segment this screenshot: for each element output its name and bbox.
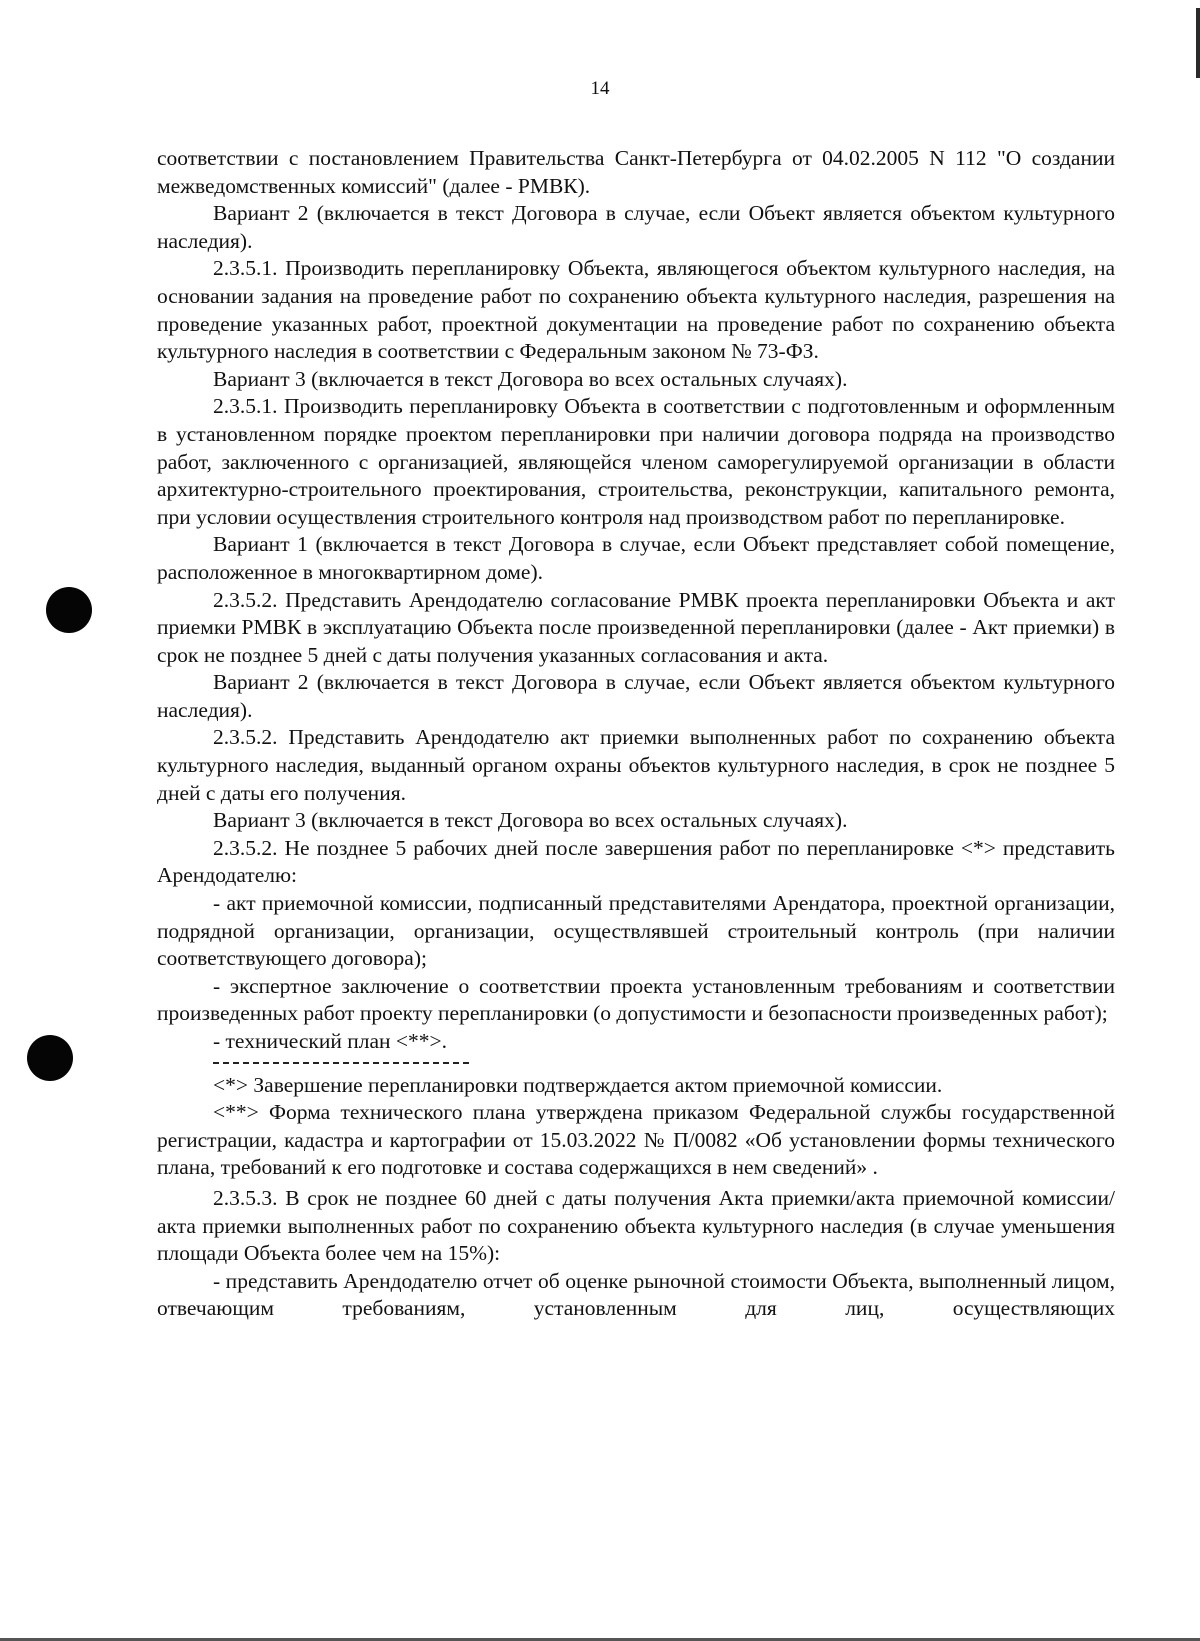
footnote-1: <*> Завершение перепланировки подтверждается актом приемочной комиссии. — [213, 1072, 943, 1097]
page-number: 14 — [590, 78, 610, 99]
paragraph-clause-2-3-5-1-variant-3: 2.3.5.1. Производить перепланировку Объекта в соответствии с подготовленным и оформленным в установленном порядке проектом перепланировки при наличии договора подряда на производство работ, заключенного с организацией, являющейся членом саморегулируемой организации в области архитектурно-строительного проектирования, строительства, реконструкции, капитального ремонта, при условии осуществления строительного контроля над производством работ по перепланировке. — [157, 394, 1115, 529]
paragraph-variant-2-heading-second: Вариант 2 (включается в текст Договора в случае, если Объект является объектом культурного наследия). — [157, 670, 1115, 722]
punch-hole-top — [46, 587, 92, 633]
paragraph-continuation: соответствии с постановлением Правительства Санкт-Петербурга от 04.02.2005 N 112 "О создании межведомственных комиссий" (далее - РМВК). — [157, 146, 1115, 198]
document-body — [157, 145, 1115, 1323]
paragraph-clause-2-3-5-1-variant-2: 2.3.5.1. Производить перепланировку Объекта, являющегося объектом культурного наследия, на основании задания на проведение работ по сохранению объекта культурного наследия, разрешения на проведение указанных работ, проектной документации на проведение работ по сохранению объекта культурного наследия в соответствии с Федеральным законом № 73-ФЗ. — [157, 256, 1115, 364]
punch-hole-bottom — [27, 1035, 73, 1081]
paragraph-clause-2-3-5-2-variant-1: 2.3.5.2. Представить Арендодателю согласование РМВК проекта перепланировки Объекта и акт приемки РМВК в эксплуатацию Объекта после произведенной перепланировки (далее - Акт приемки) в срок не позднее 5 дней с даты получения указанных согласования и акта. — [157, 587, 1115, 667]
paragraph-variant-2-heading: Вариант 2 (включается в текст Договора в случае, если Объект является объектом культурного наследия). — [157, 201, 1115, 253]
list-item-valuation-report: - представить Арендодателю отчет об оценке рыночной стоимости Объекта, выполненный лицом, отвечающим требованиям, установленным для лиц, осуществляющих — [157, 1268, 1115, 1321]
footnote-2: <**> Форма технического плана утверждена приказом Федеральной службы государственной регистрации, кадастра и картографии от 15.03.2022 № П/0082 «Об установлении формы технического плана, требований к его подготовке и состава содержащихся в нем сведений» . — [157, 1100, 1115, 1180]
footnote-separator — [213, 1062, 469, 1064]
paragraph-variant-3-heading-second: Вариант 3 (включается в текст Договора во всех остальных случаях). — [213, 808, 848, 833]
list-item-expert-conclusion: - экспертное заключение о соответствии проекта установленным требованиям и соответствии произведенных работ проекту перепланировки (о допустимости и безопасности произведенных работ); — [157, 973, 1115, 1026]
paragraph-clause-2-3-5-2-variant-2: 2.3.5.2. Представить Арендодателю акт приемки выполненных работ по сохранению объекта культурного наследия, выданный органом охраны объектов культурного наследия, в срок не позднее 5 дней с даты его получения. — [157, 725, 1115, 805]
paragraph-clause-2-3-5-3: 2.3.5.3. В срок не позднее 60 дней с даты получения Акта приемки/акта приемочной комиссии/акта приемки выполненных работ по сохранению объекта культурного наследия (в случае уменьшения площади Объекта более чем на 15%): — [157, 1185, 1115, 1266]
scan-edge-mark — [1196, 8, 1200, 78]
paragraph-variant-3-heading: Вариант 3 (включается в текст Договора во всех остальных случаях). — [213, 366, 848, 391]
paragraph-variant-1-heading: Вариант 1 (включается в текст Договора в случае, если Объект представляет собой помещение, расположенное в многоквартирном доме). — [157, 532, 1115, 584]
paragraph-clause-2-3-5-2-variant-3: 2.3.5.2. Не позднее 5 рабочих дней после завершения работ по перепланировке <*> представить Арендодателю: — [157, 835, 1115, 888]
list-item-technical-plan: - технический план <**>. — [213, 1029, 448, 1053]
list-item-acceptance-act: - акт приемочной комиссии, подписанный представителями Арендатора, проектной организации, подрядной организации, организации, осуществлявшей строительный контроль (при наличии соответствующего договора); — [157, 891, 1115, 971]
